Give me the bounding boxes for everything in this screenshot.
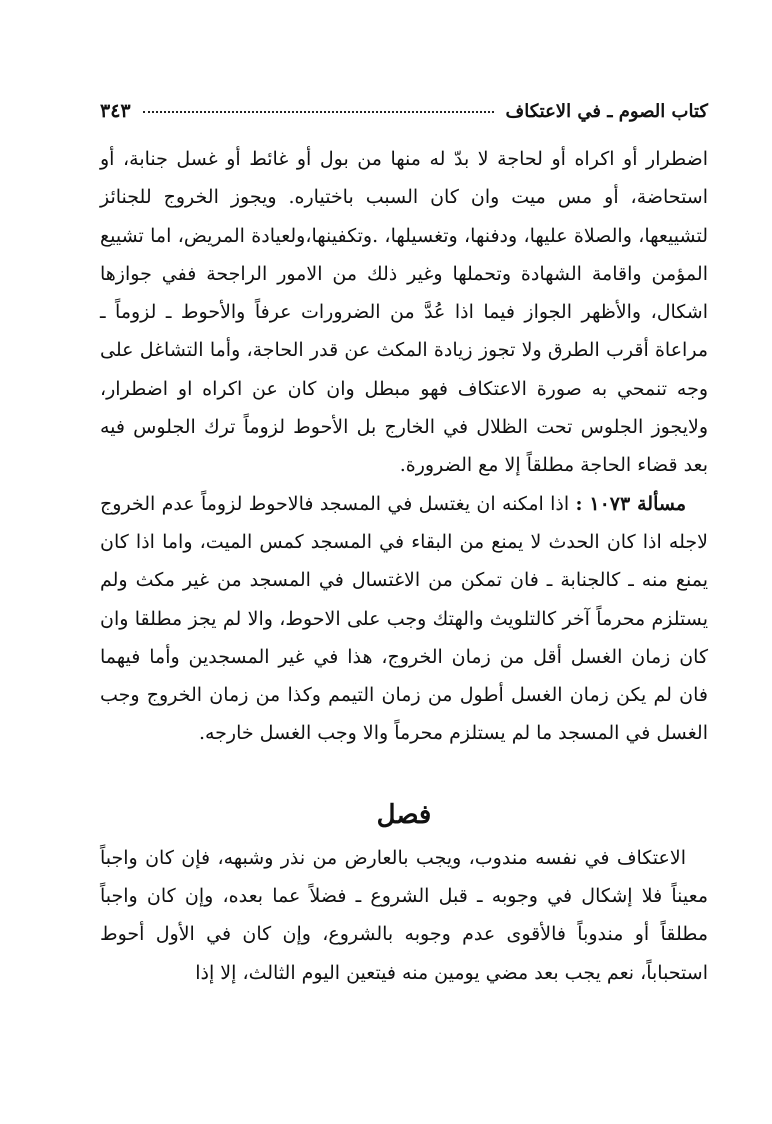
running-head-title: كتاب الصوم ـ في الاعتكاف xyxy=(505,101,708,122)
issue-paragraph xyxy=(100,485,708,753)
book-page xyxy=(100,100,708,992)
issue-text: اذا امكنه ان يغتسل في المسجد فالاحوط لزوماً عدم الخروج لاجله اذا كان الحدث لا يمنع من البقاء في المسجد كمس الميت، واما اذا كان يمنع منه ـ كالجنابة ـ فان تمكن من الاغتسال في المسجد من غير مكث ولم يستلزم محرماً آخر كالتلويث والهتك وجب على الاحوط، والا لم يجز مطلقا وان كان زمان الغسل أقل من زمان الخروج، هذا في غير المسجدين وأما فيهما فان لم يكن زمان الغسل أطول من زمان التيمم وكذا من زمان الخروج وجب الغسل في المسجد ما لم يستلزم محرماً والا وجب الغسل خارجه. xyxy=(100,492,708,745)
running-head xyxy=(100,100,708,134)
page-number: ٣٤٣ xyxy=(100,100,131,122)
section-paragraph: الاعتكاف في نفسه مندوب، ويجب بالعارض من نذر وشبهه، فإن كان واجباً معيناً فلا إشكال في وجوبه ـ قبل الشروع ـ فضلاً عما بعده، وإن كان واجباً مطلقاً أو مندوباً فالأقوى عدم وجوبه بالشروع، وإن كان في الأول أحوط استحباباً، نعم يجب بعد مضي يومين منه فيتعين اليوم الثالث، إلا إذا xyxy=(100,846,708,984)
issue-label: مسألة ١٠٧٣ : xyxy=(575,492,686,515)
dotted-leader xyxy=(143,111,494,113)
paragraph-continued: اضطرار أو اكراه أو لحاجة لا بدّ له منها من بول أو غائط أو غسل جنابة، أو استحاضة، أو مس ميت وان كان السبب باختياره. ويجوز الخروج للجنائز لتشييعها، والصلاة عليها، ودفنها، وتغسيلها، .وتكفينها،ولعيادة المريض، اما تشييع المؤمن واقامة الشهادة وتحملها وغير ذلك من الامور الراجحة ففي جوازها اشكال، والأظهر الجواز فيما اذا عُدَّ من الضرورات عرفاً والأحوط ـ لزوماً ـ مراعاة أقرب الطرق ولا تجوز زيادة المكث عن قدر الحاجة، وأما التشاغل على وجه تنمحي به صورة الاعتكاف فهو مبطل وان كان عن اكراه او اضطرار، ولايجوز الجلوس تحت الظلال في الخارج بل الأحوط لزوماً ترك الجلوس فيه بعد قضاء الحاجة مطلقاً إلا مع الضرورة. xyxy=(100,148,708,477)
section-heading: فصل xyxy=(376,799,432,830)
